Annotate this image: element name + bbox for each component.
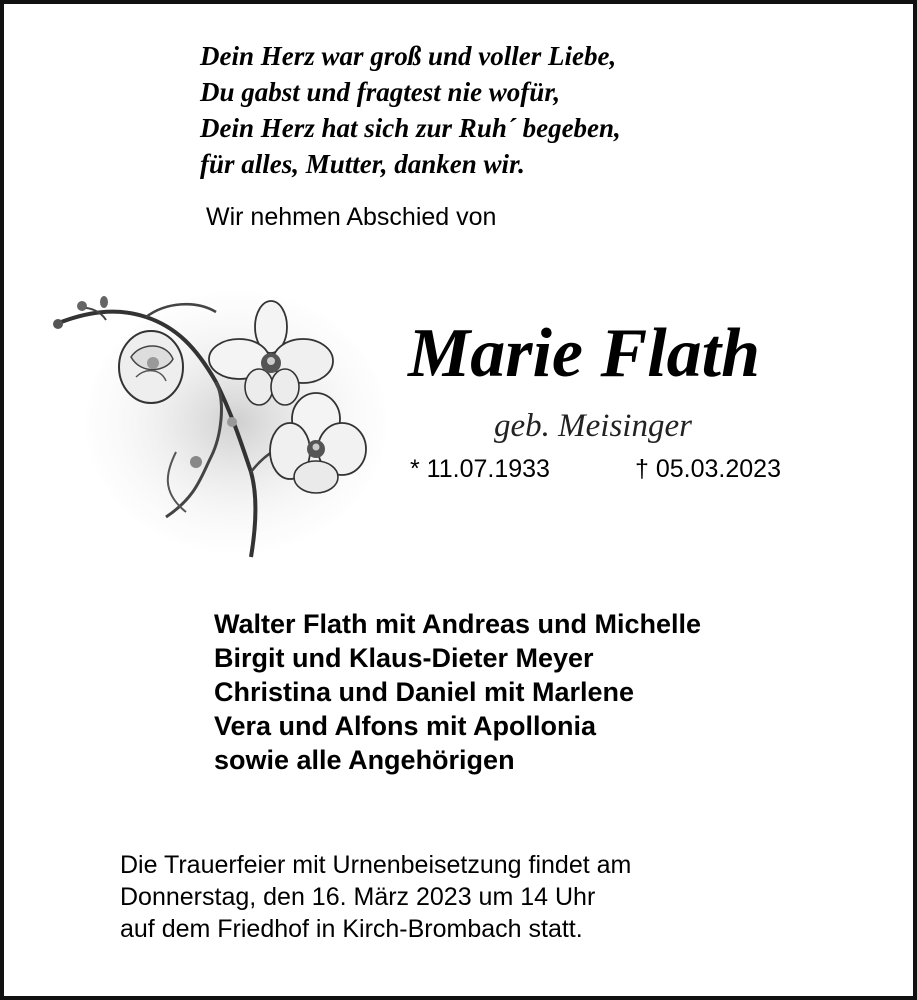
poem-line: für alles, Mutter, danken wir. bbox=[200, 149, 525, 179]
service-line: auf dem Friedhof in Kirch-Brombach statt. bbox=[120, 915, 583, 943]
deceased-name: Marie Flath bbox=[408, 315, 761, 392]
poem-line: Du gabst und fragtest nie wofür, bbox=[200, 77, 561, 107]
service-line: Die Trauerfeier mit Urnenbeisetzung findet am bbox=[120, 851, 632, 879]
mourner-line: sowie alle Angehörigen bbox=[214, 745, 515, 775]
orchid-branch-illustration bbox=[46, 272, 386, 562]
death-date: † 05.03.2023 bbox=[635, 455, 781, 483]
poem-line: Dein Herz war groß und voller Liebe, bbox=[200, 41, 617, 71]
mourners-list bbox=[214, 607, 701, 777]
maiden-name: geb. Meisinger bbox=[494, 408, 692, 444]
mourner-line: Christina und Daniel mit Marlene bbox=[214, 677, 635, 707]
mourner-line: Birgit und Klaus-Dieter Meyer bbox=[214, 643, 594, 673]
mourner-line: Walter Flath mit Andreas und Michelle bbox=[214, 609, 702, 639]
farewell-intro: Wir nehmen Abschied von bbox=[206, 203, 497, 231]
birth-date: * 11.07.1933 bbox=[410, 455, 550, 483]
memorial-poem bbox=[200, 38, 621, 182]
mourner-line: Vera und Alfons mit Apollonia bbox=[214, 711, 597, 741]
poem-line: Dein Herz hat sich zur Ruh´ begeben, bbox=[200, 113, 621, 143]
funeral-service-info bbox=[120, 849, 631, 945]
service-line: Donnerstag, den 16. März 2023 um 14 Uhr bbox=[120, 883, 596, 911]
